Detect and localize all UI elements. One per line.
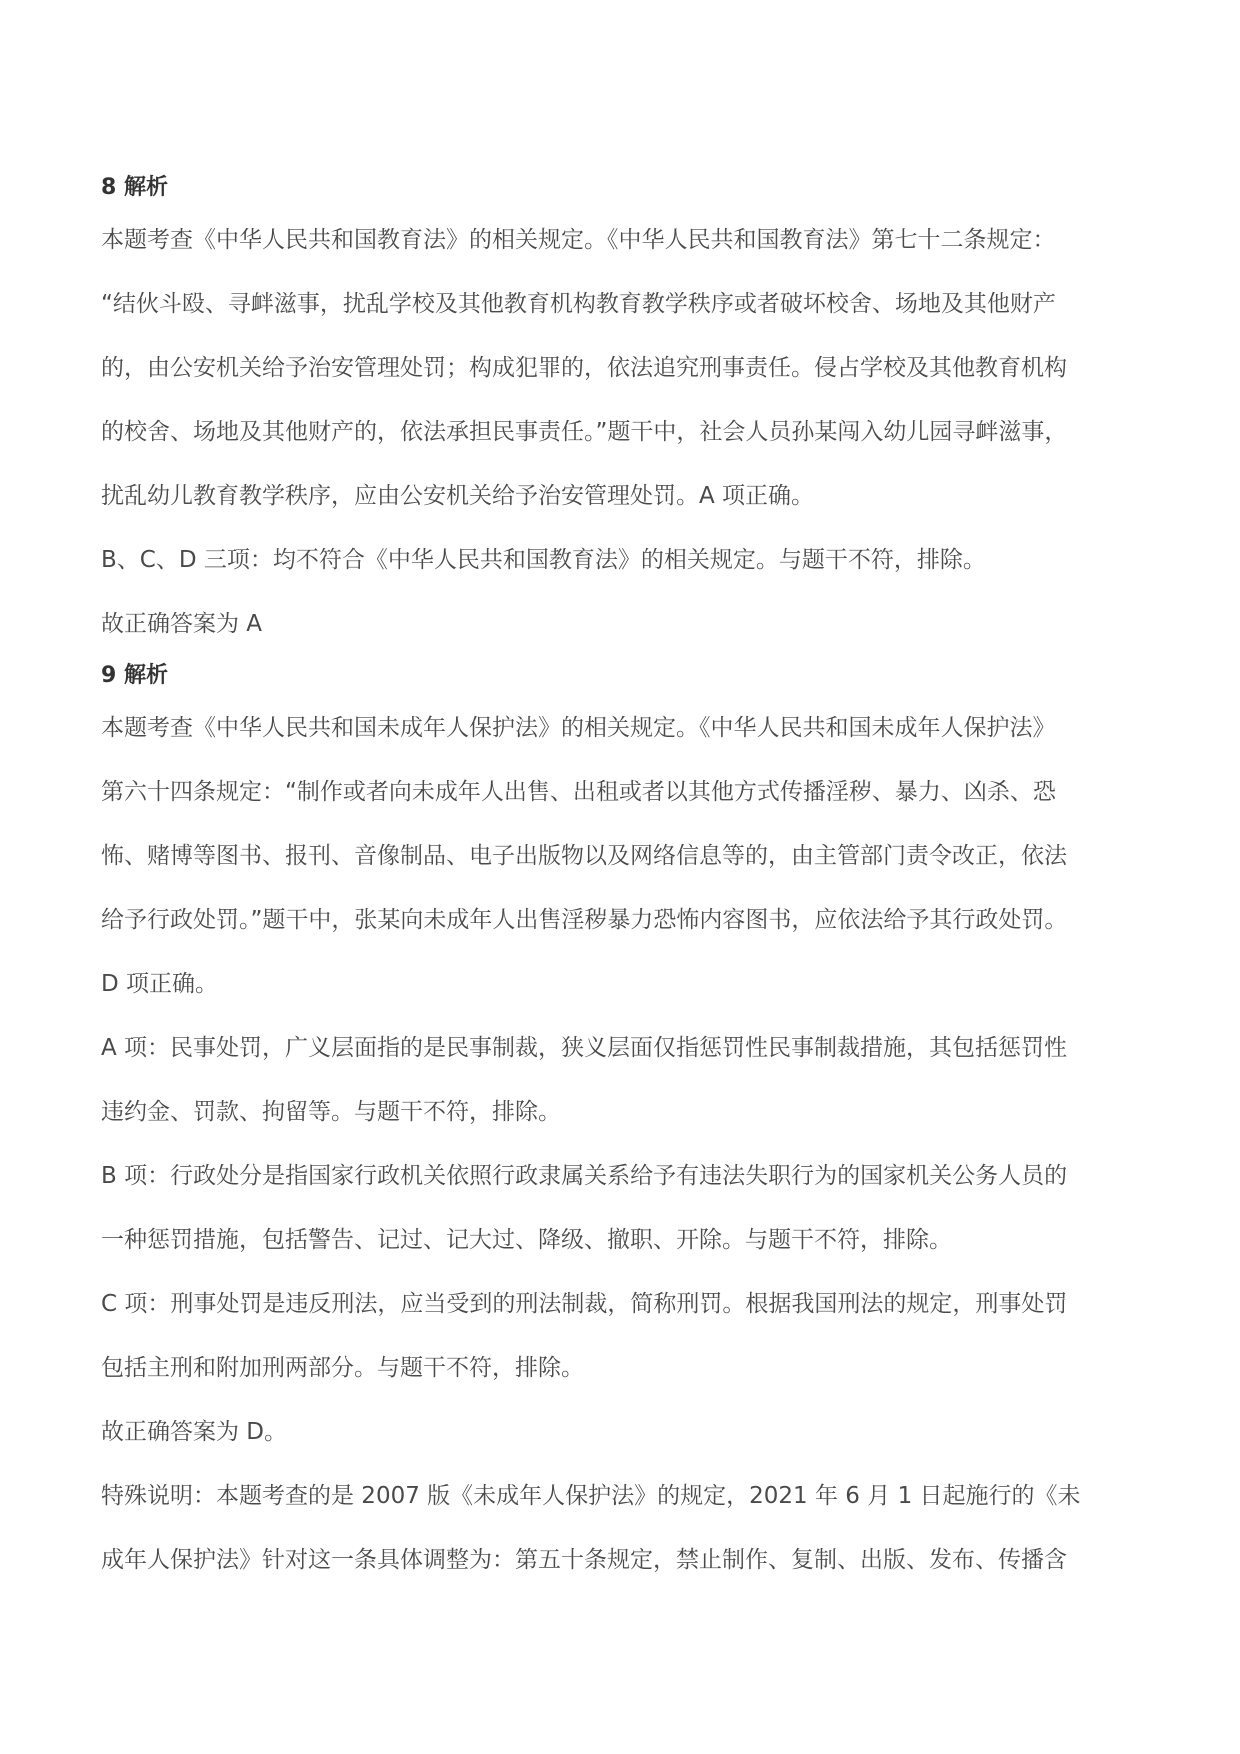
paragraph-line: 特殊说明：本题考查的是 2007 版《未成年人保护法》的规定，2021 年 6 月 1 日起施行的《未 (101, 1483, 1081, 1509)
paragraph-line: D 项正确。 (101, 971, 219, 997)
answer-line: 故正确答案为 A (101, 611, 263, 637)
paragraph-line: 包括主刑和附加刑两部分。与题干不符，排除。 (101, 1355, 584, 1381)
paragraph-line: B 项：行政处分是指国家行政机关依照行政隶属关系给予有违法失职行为的国家机关公务人员的 (101, 1163, 1068, 1189)
paragraph-line: 第六十四条规定：“制作或者向未成年人出售、出租或者以其他方式传播淫秽、暴力、凶杀、恐 (101, 779, 1056, 805)
paragraph-line: 本题考查《中华人民共和国教育法》的相关规定。《中华人民共和国教育法》第七十二条规定： (101, 227, 1056, 253)
paragraph-line: “结伙斗殴、寻衅滋事，扰乱学校及其他教育机构教育教学秩序或者破坏校舍、场地及其他财产 (101, 291, 1056, 317)
paragraph-line: 怖、赌博等图书、报刊、音像制品、电子出版物以及网络信息等的，由主管部门责令改正，依法 (101, 843, 1067, 869)
section-9-analysis (101, 656, 1150, 1592)
answer-line: 故正确答案为 D。 (101, 1419, 288, 1445)
paragraph-line: 成年人保护法》针对这一条具体调整为：第五十条规定，禁止制作、复制、出版、发布、传播含 (101, 1547, 1067, 1573)
paragraph-line: A 项：民事处罚，广义层面指的是民事制裁，狭义层面仅指惩罚性民事制裁措施，其包括惩罚性 (101, 1035, 1068, 1061)
section-heading: 8 解析 (101, 175, 168, 200)
section-8-analysis (101, 168, 1150, 656)
paragraph-line: 一种惩罚措施，包括警告、记过、记大过、降级、撤职、开除。与题干不符，排除。 (101, 1227, 952, 1253)
paragraph-line: 扰乱幼儿教育教学秩序，应由公安机关给予治安管理处罚。A 项正确。 (101, 483, 815, 509)
paragraph-line: 给予行政处罚。”题干中，张某向未成年人出售淫秽暴力恐怖内容图书，应依法给予其行政处罚。 (101, 907, 1068, 933)
paragraph-line: B、C、D 三项：均不符合《中华人民共和国教育法》的相关规定。与题干不符，排除。 (101, 547, 986, 573)
paragraph-line: C 项：刑事处罚是违反刑法，应当受到的刑法制裁，简称刑罚。根据我国刑法的规定，刑事处罚 (101, 1291, 1068, 1317)
paragraph-line: 的，由公安机关给予治安管理处罚；构成犯罪的，依法追究刑事责任。侵占学校及其他教育机构 (101, 355, 1067, 381)
section-heading: 9 解析 (101, 663, 168, 688)
paragraph-line: 的校舍、场地及其他财产的，依法承担民事责任。”题干中，社会人员孙某闯入幼儿园寻衅滋事， (101, 419, 1068, 445)
paragraph-line: 本题考查《中华人民共和国未成年人保护法》的相关规定。《中华人民共和国未成年人保护法》 (101, 715, 1056, 741)
paragraph-line: 违约金、罚款、拘留等。与题干不符，排除。 (101, 1099, 561, 1125)
